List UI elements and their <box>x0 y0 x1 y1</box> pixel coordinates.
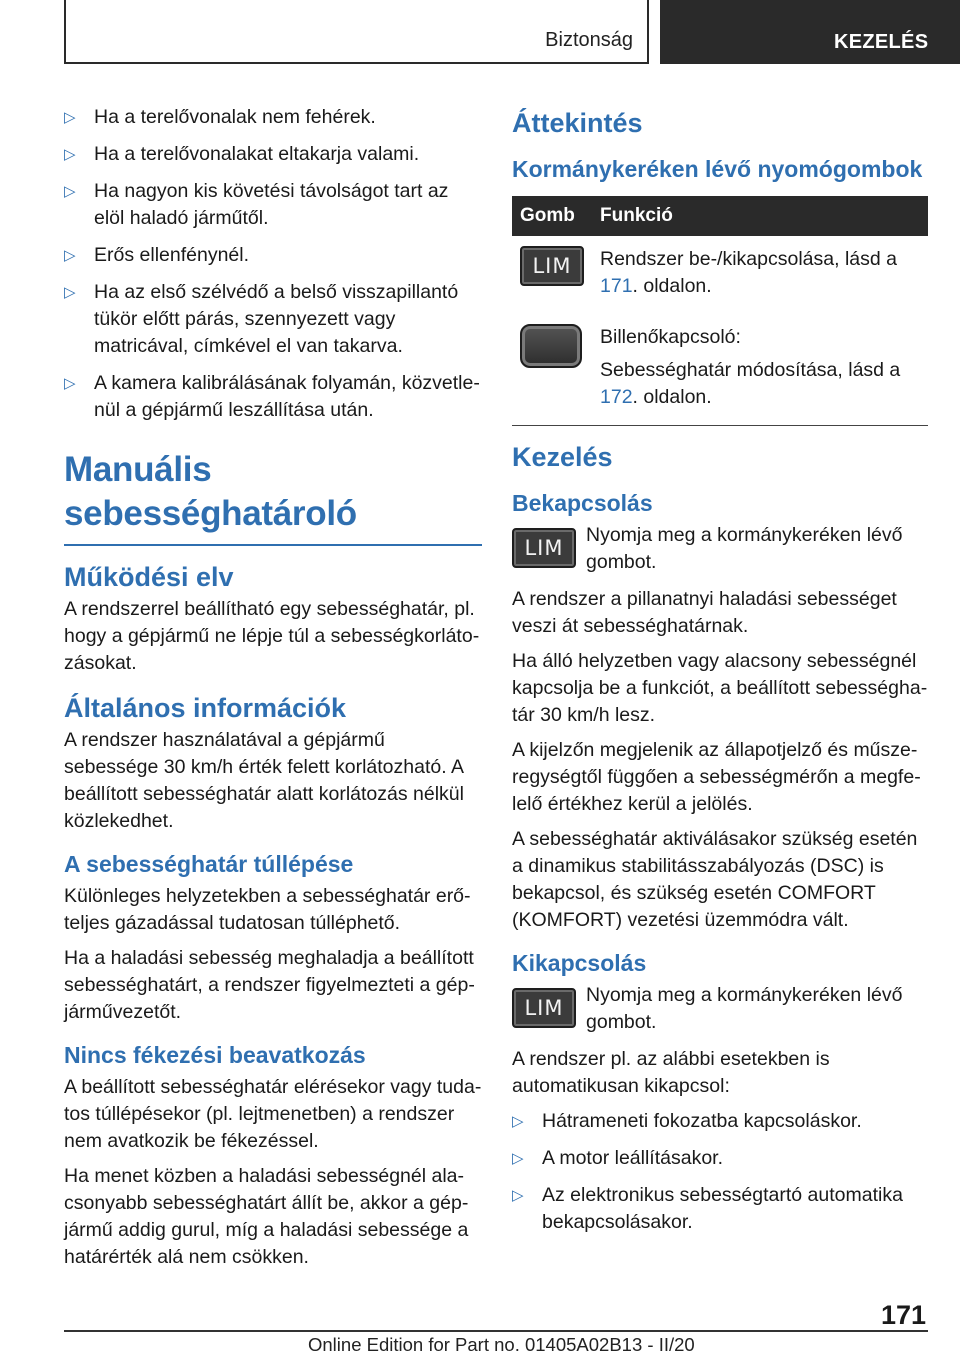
table-header-function: Funkció <box>596 196 928 236</box>
list-item: ▷ Az elektronikus sebességtartó automatika bekapcsolásakor. <box>512 1184 903 1233</box>
paragraph: A sebességhatár aktiválásakor szükség esetén a dinamikus stabilitásszabályozás (DSC) is bekapcsol, és szükség esetén COMFORT (KOMFORT) vezetési üzemmódra vált. <box>512 828 918 931</box>
table-row <box>512 236 928 314</box>
header-chapter-box <box>660 0 960 64</box>
footer-edition: Online Edition for Part no. 01405A02B13 - II/20 <box>308 1334 695 1355</box>
table-cell-text: Sebességhatár módosítása, lásd a 172. oldalon. <box>600 359 901 408</box>
paragraph: A rendszer pl. az alábbi esetekben is automatikusan kikapcsol: <box>512 1048 830 1097</box>
list-item: ▷ Ha a terelővonalakat eltakarja valami. <box>64 141 482 168</box>
section-heading-principle: Működési elv <box>64 562 234 592</box>
lim-button-icon: LIM <box>520 246 584 286</box>
subsection-heading-exceeding: A sebességhatár túllépése <box>64 851 354 877</box>
switch-off-instruction <box>512 982 928 1036</box>
left-column <box>64 104 482 1279</box>
paragraph: Ha álló helyzetben vagy alacsony sebességnél kapcsolja be a funkciót, a beállított sebességhatár 30 km/h lesz. <box>512 650 928 726</box>
switch-on-heading: Bekapcsolás <box>512 490 653 516</box>
paragraph: A rendszerrel beállítható egy sebességhatár, pl. hogy a gépjármű ne lépje túl a sebességkorlátozásokat. <box>64 598 480 674</box>
list-item: ▷ A motor leállításakor. <box>512 1145 928 1172</box>
page-number: 171 <box>880 1300 926 1330</box>
paragraph: A beállított sebességhatár elérésekor vagy tudatos túllépésekor (pl. lejtmenetben) a rendszer nem avatkozik be fékezéssel. <box>64 1076 482 1152</box>
list-item: ▷ A kamera kalibrálásának folyamán, közvetlenül a gépjármű leszállítása után. <box>64 372 480 421</box>
right-column <box>512 104 928 1246</box>
paragraph: Ha a haladási sebesség meghaladja a beállított sebességhatárt, a rendszer figyelmezteti a gépjárművezetőt. <box>64 947 475 1023</box>
paragraph: Nyomja meg a kormánykeréken lévő gombot. <box>586 524 903 573</box>
triangle-bullet-icon: ▷ <box>64 375 76 392</box>
triangle-bullet-icon: ▷ <box>64 284 76 301</box>
triangle-bullet-icon: ▷ <box>64 183 76 200</box>
operation-heading: Kezelés <box>512 442 613 472</box>
table-row <box>512 314 928 426</box>
buttons-table <box>512 196 928 426</box>
triangle-bullet-icon: ▷ <box>512 1113 524 1130</box>
paragraph: A kijelzőn megjelenik az állapotjelző és műszeregységtől függően a sebességmérőn a megfelelő értékhez kerül a jelölés. <box>512 739 921 815</box>
main-heading: Manuális sebességhatároló <box>64 448 482 546</box>
page-reference-link[interactable]: 172 <box>600 386 633 408</box>
header-section-box <box>64 0 649 64</box>
table-cell-text: Rendszer be-/kikapcsolása, lásd a 171. oldalon. <box>600 248 897 297</box>
switch-off-heading: Kikapcsolás <box>512 950 647 976</box>
paragraph: Különleges helyzetekben a sebességhatár erőteljes gázadással tudatosan túlléphető. <box>64 885 471 934</box>
rocker-switch-icon <box>520 324 582 368</box>
triangle-bullet-icon: ▷ <box>64 146 76 163</box>
lim-button-icon: LIM <box>512 528 576 568</box>
paragraph: Ha menet közben a haladási sebességnél alacsonyabb sebességhatárt állít be, akkor a gépjármű addig gurul, míg a haladási sebessége a határérték alá nem csökken. <box>64 1165 469 1268</box>
footer-divider <box>64 1330 928 1332</box>
page-reference-link[interactable]: 171 <box>600 275 633 297</box>
paragraph: A rendszer a pillanatnyi haladási sebességet veszi át sebességhatárnak. <box>512 588 897 637</box>
list-item: ▷ Ha az első szélvédő a belső visszapillantó tükör előtt párás, szennyezett vagy matricával, címkével el van takarva. <box>64 281 459 357</box>
list-item: ▷ Ha nagyon kis követési távolságot tart az elöl haladó járműtől. <box>64 180 449 229</box>
triangle-bullet-icon: ▷ <box>512 1150 524 1167</box>
paragraph: A rendszer használatával a gépjármű sebessége 30 km/h érték felett korlátozható. A beállított sebességhatár alatt korlátozás nélkül közlekedhet. <box>64 729 464 832</box>
conditions-bullet-list <box>64 104 482 424</box>
subsection-heading-no-braking: Nincs fékezési beavatkozás <box>64 1042 366 1068</box>
header-section-title: Biztonság <box>545 29 633 51</box>
overview-heading: Áttekintés <box>512 108 643 138</box>
triangle-bullet-icon: ▷ <box>512 1187 524 1204</box>
switch-on-instruction <box>512 522 928 576</box>
list-item: ▷ Ha a terelővonalak nem fehérek. <box>64 104 482 131</box>
auto-off-bullet-list <box>512 1108 928 1236</box>
lim-button-icon: LIM <box>512 988 576 1028</box>
section-heading-general-info: Általános információk <box>64 693 347 723</box>
header-chapter-title: KEZELÉS <box>834 31 929 53</box>
table-header-button: Gomb <box>512 196 596 236</box>
table-cell-title: Billenőkapcsoló: <box>600 326 741 348</box>
triangle-bullet-icon: ▷ <box>64 109 76 126</box>
paragraph: Nyomja meg a kormánykeréken lévő gombot. <box>586 984 903 1033</box>
list-item: ▷ Erős ellenfénynél. <box>64 242 482 269</box>
list-item: ▷ Hátrameneti fokozatba kapcsoláskor. <box>512 1108 928 1135</box>
steering-buttons-heading: Kormánykeréken lévő nyomógombok <box>512 156 923 182</box>
triangle-bullet-icon: ▷ <box>64 247 76 264</box>
